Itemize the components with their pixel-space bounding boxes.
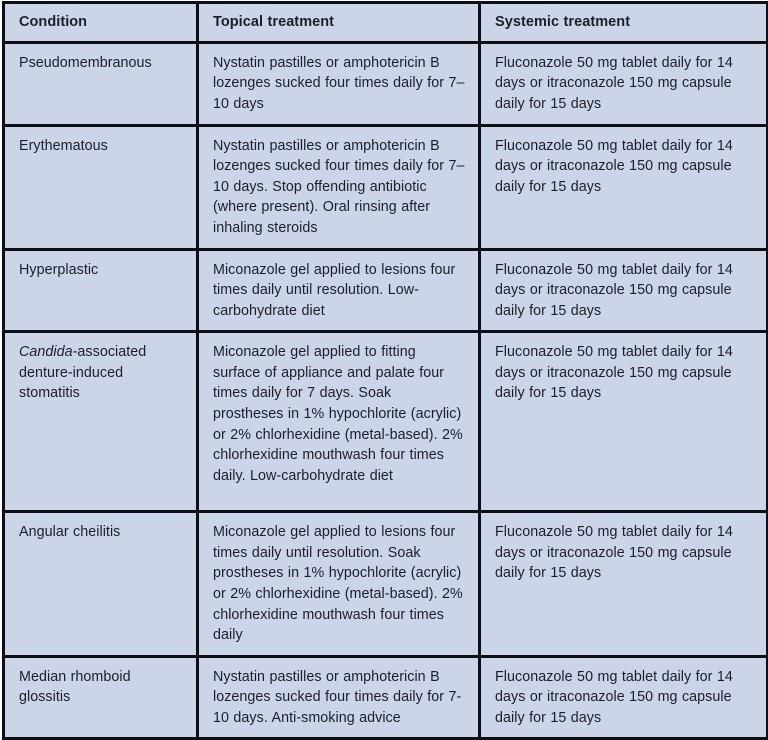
cell-topical-treatment [198,249,480,332]
table-row [4,332,768,512]
column-header-topical-treatment: Topical treatment [198,3,480,43]
cell-systemic-treatment [480,512,768,656]
cell-condition [4,125,198,249]
table-row [4,512,768,656]
systemic-treatment-text: Fluconazole 50 mg tablet daily for 14 days or itraconazole 150 mg capsule daily for 15 days [495,524,733,582]
condition-label: Angular cheilitis [19,524,121,541]
topical-treatment-text: Nystatin pastilles or amphotericin B lozenges sucked four times daily for 7–10 days [213,54,465,113]
cell-topical-treatment [198,125,480,249]
topical-treatment-text: Miconazole gel applied to lesions four times daily until resolution. Soak prostheses in 1% hypochlorite (acrylic) or 2% chlorhexidine (metal-based). 2% chlorhexidine mouthwash four times daily [213,524,463,644]
cell-systemic-treatment [480,656,768,739]
topical-treatment-text: Miconazole gel applied to fitting surface of appliance and palate four times daily for 7 days. Soak prostheses in 1% hypochlorite (acrylic) or 2% chlorhexidine (metal-based). 2% chlorhexidine mouthwash four times daily. Low-carbohydrate diet [213,344,463,484]
cell-condition [4,656,198,739]
systemic-treatment-text: Fluconazole 50 mg tablet daily for 14 days or itraconazole 150 mg capsule daily for 15 days [495,137,733,195]
cell-condition [4,42,198,125]
cell-condition [4,249,198,332]
treatment-table-container [0,1,768,727]
column-header-condition: Condition [4,3,198,43]
table-row [4,656,768,739]
candidosis-treatment-table [2,1,768,740]
cell-condition [4,332,198,512]
column-header-systemic-treatment: Systemic treatment [480,3,768,43]
cell-systemic-treatment [480,249,768,332]
condition-label-rest: -associated denture-induced stomatitis [19,344,147,402]
species-name-italic: Candida [19,344,73,361]
table-header [4,3,768,43]
systemic-treatment-text: Fluconazole 50 mg tablet daily for 14 days or itraconazole 150 mg capsule daily for 15 days [495,54,733,113]
cell-systemic-treatment [480,42,768,125]
topical-treatment-text: Nystatin pastilles or amphotericin B lozenges sucked four times daily for 7-10 days. Anti-smoking advice [213,668,462,726]
systemic-treatment-text: Fluconazole 50 mg tablet daily for 14 days or itraconazole 150 mg capsule daily for 15 days [495,344,733,402]
condition-label: Median rhomboid glossitis [19,668,131,706]
cell-topical-treatment [198,42,480,125]
topical-treatment-text: Nystatin pastilles or amphotericin B lozenges sucked four times daily for 7–10 days. Stop offending antibiotic (where present). Oral rinsing after inhaling steroids [213,137,465,236]
condition-label: Pseudomembranous [19,54,152,71]
condition-label [19,342,184,404]
topical-treatment-text: Miconazole gel applied to lesions four times daily until resolution. Low-carbohydrate diet [213,261,456,319]
table-row [4,42,768,125]
condition-label: Erythematous [19,137,108,154]
cell-topical-treatment [198,332,480,512]
table-row [4,125,768,249]
table-row [4,249,768,332]
table-header-row [4,3,768,43]
cell-systemic-treatment [480,125,768,249]
systemic-treatment-text: Fluconazole 50 mg tablet daily for 14 days or itraconazole 150 mg capsule daily for 15 days [495,668,733,726]
table-body [4,42,768,739]
cell-topical-treatment [198,656,480,739]
cell-condition [4,512,198,656]
cell-topical-treatment [198,512,480,656]
cell-systemic-treatment [480,332,768,512]
systemic-treatment-text: Fluconazole 50 mg tablet daily for 14 days or itraconazole 150 mg capsule daily for 15 days [495,261,733,319]
condition-label: Hyperplastic [19,261,99,278]
